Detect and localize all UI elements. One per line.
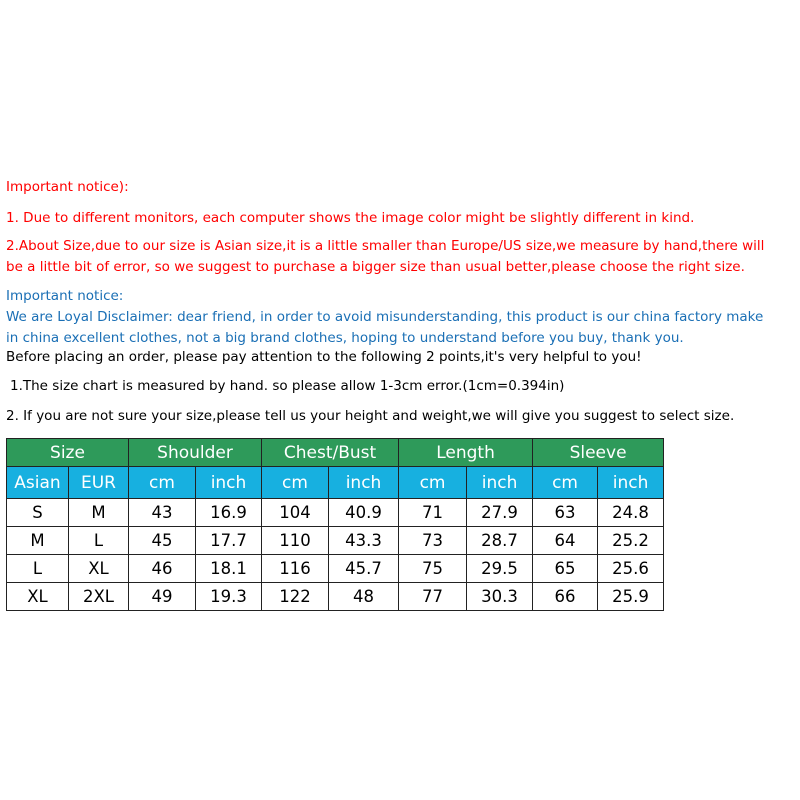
sub-header-row [7, 467, 664, 499]
table-cell: XL [69, 555, 129, 583]
table-cell: 48 [329, 583, 399, 611]
table-cell: 18.1 [196, 555, 262, 583]
table-cell: 40.9 [329, 499, 399, 527]
table-cell: 25.9 [598, 583, 664, 611]
table-cell: 45 [129, 527, 196, 555]
subheader-sleeve-cm: cm [533, 467, 598, 499]
table-cell: 2XL [69, 583, 129, 611]
subheader-chest-inch: inch [329, 467, 399, 499]
table-cell: 46 [129, 555, 196, 583]
subheader-sleeve-inch: inch [598, 467, 664, 499]
table-cell: 66 [533, 583, 598, 611]
subheader-asian: Asian [7, 467, 69, 499]
disclaimer-line-1: We are Loyal Disclaimer: dear friend, in order to avoid misunderstanding, this product is our china factory make [6, 309, 764, 325]
before-order-text: Before placing an order, please pay attention to the following 2 points,it's very helpful to you! [6, 349, 642, 365]
group-header-row [7, 439, 664, 467]
table-cell: 65 [533, 555, 598, 583]
table-cell: M [69, 499, 129, 527]
table-cell: 45.7 [329, 555, 399, 583]
point-2-text: 2. If you are not sure your size,please tell us your height and weight,we will give you suggest to select size. [6, 408, 735, 424]
table-cell: 30.3 [467, 583, 533, 611]
notice-item-1: 1. Due to different monitors, each computer shows the image color might be slightly different in kind. [6, 210, 695, 226]
table-row [7, 527, 664, 555]
table-cell: 24.8 [598, 499, 664, 527]
table-cell: 122 [262, 583, 329, 611]
table-cell: 17.7 [196, 527, 262, 555]
table-cell: S [7, 499, 69, 527]
disclaimer-heading: Important notice: [6, 288, 124, 304]
table-cell: 63 [533, 499, 598, 527]
notice-item-2 [6, 236, 764, 278]
header-sleeve: Sleeve [533, 439, 664, 467]
table-cell: 71 [399, 499, 467, 527]
size-chart-table [6, 438, 664, 611]
subheader-chest-cm: cm [262, 467, 329, 499]
table-cell: 64 [533, 527, 598, 555]
table-cell: 116 [262, 555, 329, 583]
table-row [7, 583, 664, 611]
table-cell: XL [7, 583, 69, 611]
point-1-text: 1.The size chart is measured by hand. so please allow 1-3cm error.(1cm=0.394in) [10, 378, 565, 394]
table-cell: 49 [129, 583, 196, 611]
table-row [7, 555, 664, 583]
table-cell: 25.6 [598, 555, 664, 583]
table-cell: 16.9 [196, 499, 262, 527]
header-chest-bust: Chest/Bust [262, 439, 399, 467]
table-cell: 110 [262, 527, 329, 555]
table-cell: L [69, 527, 129, 555]
table-cell: 19.3 [196, 583, 262, 611]
disclaimer-line-2: in china excellent clothes, not a big brand clothes, hoping to understand before you buy, thank you. [6, 330, 684, 346]
important-notice-heading: Important notice): [6, 179, 129, 195]
header-length: Length [399, 439, 533, 467]
table-cell: 29.5 [467, 555, 533, 583]
subheader-length-inch: inch [467, 467, 533, 499]
table-cell: 27.9 [467, 499, 533, 527]
table-cell: 73 [399, 527, 467, 555]
table-cell: L [7, 555, 69, 583]
table-cell: 43.3 [329, 527, 399, 555]
table-row [7, 499, 664, 527]
table-cell: 25.2 [598, 527, 664, 555]
table-cell: 77 [399, 583, 467, 611]
subheader-shoulder-cm: cm [129, 467, 196, 499]
subheader-shoulder-inch: inch [196, 467, 262, 499]
table-cell: 28.7 [467, 527, 533, 555]
subheader-length-cm: cm [399, 467, 467, 499]
table-cell: M [7, 527, 69, 555]
header-size: Size [7, 439, 129, 467]
header-shoulder: Shoulder [129, 439, 262, 467]
notice-item-2-line-2: be a little bit of error, so we suggest to purchase a bigger size than usual better,please choose the right size. [6, 259, 745, 275]
table-cell: 75 [399, 555, 467, 583]
subheader-eur: EUR [69, 467, 129, 499]
disclaimer-block [6, 286, 763, 349]
notice-item-2-line-1: 2.About Size,due to our size is Asian size,it is a little smaller than Europe/US size,we measure by hand,there will [6, 238, 765, 254]
table-cell: 104 [262, 499, 329, 527]
table-cell: 43 [129, 499, 196, 527]
